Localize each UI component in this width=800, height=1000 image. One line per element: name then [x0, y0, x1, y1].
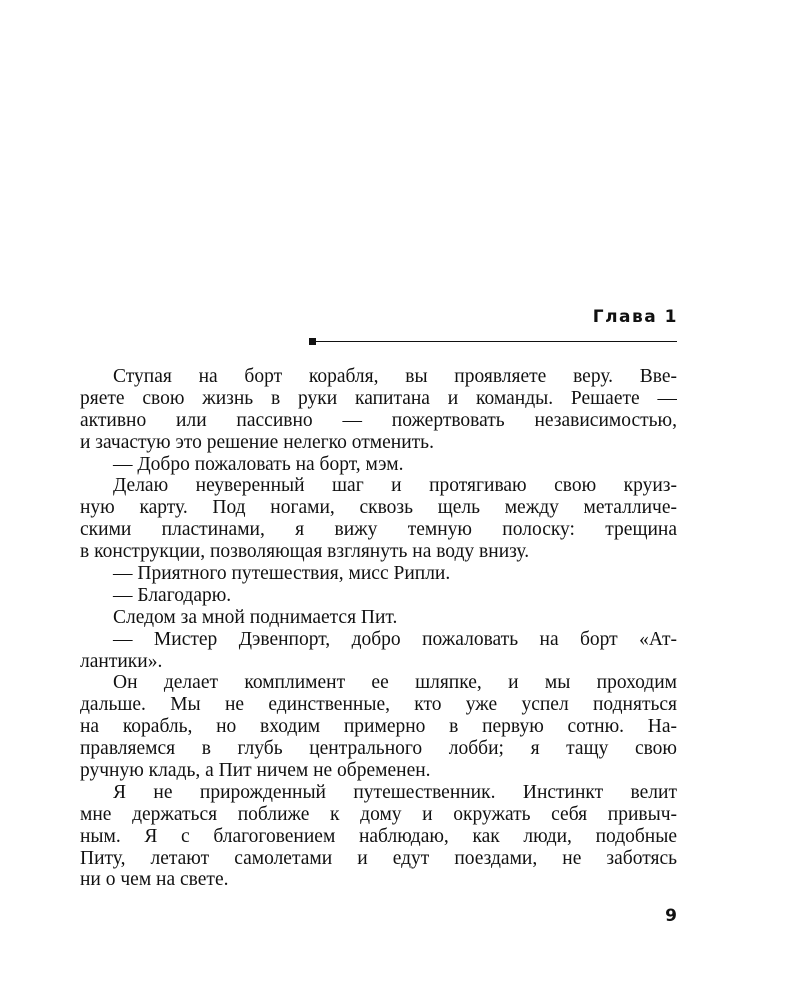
body-text: [80, 366, 677, 891]
text-line: — Мистер Дэвенпорт, добро пожаловать на борт «Ат-: [113, 628, 677, 650]
text-line: мне держаться поближе к дому и окружать себя привыч-: [80, 803, 677, 825]
text-line: ни о чем на свете.: [80, 869, 229, 891]
text-line: Он делает комплимент ее шляпке, и мы проходим: [113, 672, 677, 694]
text-line: — Благодарю.: [113, 584, 232, 606]
chapter-rule: [310, 341, 677, 342]
text-line: Я не прирожденный путешественник. Инстинкт велит: [113, 781, 677, 803]
text-line: активно или пассивно — пожертвовать независимостью,: [80, 409, 677, 431]
text-line: Следом за мной поднимается Пит.: [113, 606, 398, 628]
text-line: ную карту. Под ногами, сквозь щель между металличе-: [80, 497, 677, 519]
text-line: и зачастую это решение нелегко отменить.: [80, 431, 434, 453]
chapter-heading: Глава 1: [592, 307, 678, 327]
text-line: Делаю неуверенный шаг и протягиваю свою круиз-: [113, 475, 677, 497]
text-line: на корабль, но входим примерно в первую сотню. На-: [80, 716, 677, 738]
text-line: скими пластинами, я вижу темную полоску: трещина: [80, 519, 677, 541]
text-line: — Приятного путешествия, мисс Рипли.: [113, 563, 451, 585]
text-line: лантики».: [80, 650, 163, 672]
page-number: 9: [665, 906, 677, 926]
text-line: ряете свою жизнь в руки капитана и команды. Решаете —: [80, 387, 677, 409]
text-line: ным. Я с благоговением наблюдаю, как люди, подобные: [80, 825, 677, 847]
text-line: правляемся в глубь центрального лобби; я тащу свою: [80, 738, 677, 760]
text-line: ручную кладь, а Пит ничем не обременен.: [80, 760, 431, 782]
text-line: Питу, летают самолетами и едут поездами, не заботясь: [80, 847, 677, 869]
text-line: дальше. Мы не единственные, кто уже успел подняться: [80, 694, 677, 716]
text-line: в конструкции, позволяющая взглянуть на воду внизу.: [80, 541, 530, 563]
text-line: — Добро пожаловать на борт, мэм.: [113, 453, 404, 475]
text-line: Ступая на борт корабля, вы проявляете веру. Вве-: [113, 366, 677, 387]
